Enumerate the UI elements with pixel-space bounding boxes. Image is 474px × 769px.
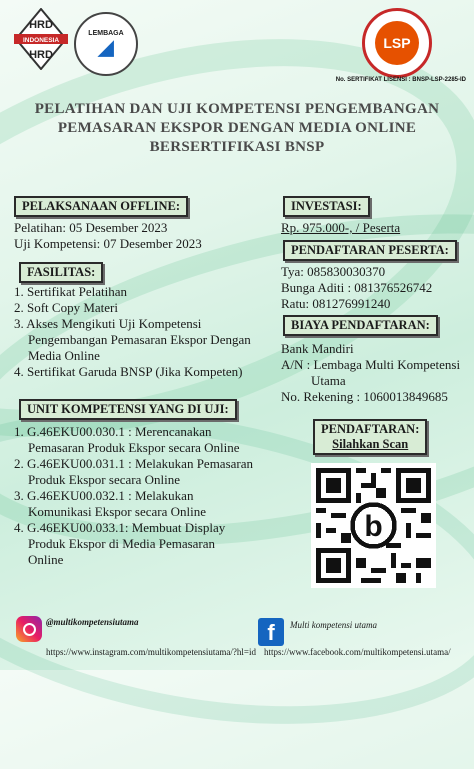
scan-subheading: Silahkan Scan — [332, 437, 409, 451]
unit-item: G.46EKU00.030.1 : Merencanakan — [27, 424, 212, 439]
investasi-heading: INVESTASI: — [283, 196, 370, 217]
unit-item-cont: Produk Ekspor di Media Pemasaran — [28, 536, 216, 551]
unit-item-cont: Komunikasi Ekspor secara Online — [28, 504, 206, 519]
contact-item: Ratu: 081276991240 — [281, 296, 391, 311]
instagram-link[interactable]: https://www.instagram.com/multikompetensiutama/?hl=id — [46, 647, 256, 657]
scan-heading-box — [313, 419, 427, 455]
unit-item-cont: Online — [28, 552, 64, 567]
title-line-3: BERSERTIFIKASI BNSP — [149, 139, 325, 155]
pelaksanaan-heading: PELAKSANAAN OFFLINE: — [14, 196, 188, 217]
fasilitas-item: Sertifikat Garuda BNSP (Jika Kompeten) — [27, 364, 243, 379]
title-line-2: PEMASARAN EKSPOR DENGAN MEDIA ONLINE — [57, 120, 417, 136]
fasilitas-item-cont: Media Online — [28, 348, 100, 363]
contact-item: Bunga Aditi : 081376526742 — [281, 280, 433, 295]
contact-list — [281, 264, 432, 312]
fasilitas-list: 1. Sertifikat Pelatihan 2. Soft Copy Materi 3. Akses Mengikuti Uji Kompetensi Pengembangan Pemasaran Ekspor Dengan Media Online 4. Sertifikat Garuda BNSP (Jika Kompeten) — [14, 284, 251, 379]
lsp-logo-text: LSP — [375, 21, 419, 65]
contact-item: Tya: 085830030370 — [281, 264, 386, 279]
scan-heading: PENDAFTARAN: — [321, 422, 420, 436]
unit-kompetensi-heading: UNIT KOMPETENSI YANG DI UJI: — [19, 399, 237, 420]
pelatihan-date: Pelatihan: 05 Desember 2023 — [14, 220, 168, 235]
account-holder: A/N : Lembaga Multi Kompetensi — [281, 357, 461, 372]
unit-item-cont: Produk Ekspor secara Online — [28, 472, 180, 487]
facebook-icon[interactable]: f — [258, 618, 284, 646]
fasilitas-heading: FASILITAS: — [19, 262, 103, 283]
instagram-handle: @multikompetensiutama — [46, 617, 139, 627]
investasi-value: Rp. 975.000-, / Peserta — [281, 220, 401, 235]
fasilitas-item: Sertifikat Pelatihan — [27, 284, 128, 299]
unit-item: G.46EKU00.032.1 : Melakukan — [27, 488, 194, 503]
instagram-icon[interactable] — [16, 616, 42, 642]
svg-text:INDONESIA: INDONESIA — [22, 37, 60, 44]
lembaga-logo-text: LEMBAGA — [88, 29, 124, 37]
account-holder-cont: Utama — [311, 373, 346, 388]
title-line-1: PELATIHAN DAN UJI KOMPETENSI PENGEMBANGAN — [34, 101, 440, 117]
biaya-pendaftaran-heading: BIAYA PENDAFTARAN: — [283, 315, 438, 336]
certificate-number: No. SERTIFIKAT LISENSI : BNSP-LSP-2285-ID — [335, 77, 466, 83]
fasilitas-item-cont: Pengembangan Pemasaran Ekspor Dengan — [28, 332, 251, 347]
registration-qr-code[interactable] — [311, 463, 436, 588]
bank-name: Bank Mandiri — [281, 341, 354, 356]
svg-text:HRD: HRD — [29, 19, 53, 31]
lembaga-multi-kompetensi-logo — [74, 12, 138, 76]
bank-details — [281, 341, 460, 405]
fasilitas-item: Soft Copy Materi — [27, 300, 118, 315]
lsp-logo — [362, 8, 432, 78]
facebook-link[interactable]: https://www.facebook.com/multikompetensi.utama/ — [264, 647, 451, 657]
hrd-indonesia-logo — [14, 8, 68, 70]
svg-text:HRD: HRD — [29, 49, 53, 61]
unit-item: G.46EKU00.031.1 : Melakukan Pemasaran — [27, 456, 254, 471]
fasilitas-item: Akses Mengikuti Uji Kompetensi — [26, 316, 202, 331]
pendaftaran-peserta-heading: PENDAFTARAN PESERTA: — [283, 240, 457, 261]
unit-item: G.46EKU00.033.1: Membuat Display — [27, 520, 226, 535]
mk-mark-icon: ◢ — [98, 36, 114, 59]
poster-title — [10, 100, 464, 157]
unit-kompetensi-list: 1. G.46EKU00.030.1 : Merencanakan Pemasaran Produk Ekspor secara Online 2. G.46EKU00.031.1 : Melakukan Pemasaran Produk Ekspor secara Online 3. G.46EKU00.032.1 : Melakukan Komunikasi Ekspor secara Online 4. G.46EKU00.033.1: Membuat Display Produk Ekspor di Media Pemasaran Online — [14, 424, 254, 567]
unit-item-cont: Pemasaran Produk Ekspor secara Online — [28, 440, 240, 455]
uji-kompetensi-date: Uji Kompetensi: 07 Desember 2023 — [14, 236, 202, 251]
facebook-name: Multi kompetensi utama — [290, 620, 377, 630]
account-number: No. Rekening : 1060013849685 — [281, 389, 448, 404]
svg-text:b: b — [364, 510, 383, 543]
